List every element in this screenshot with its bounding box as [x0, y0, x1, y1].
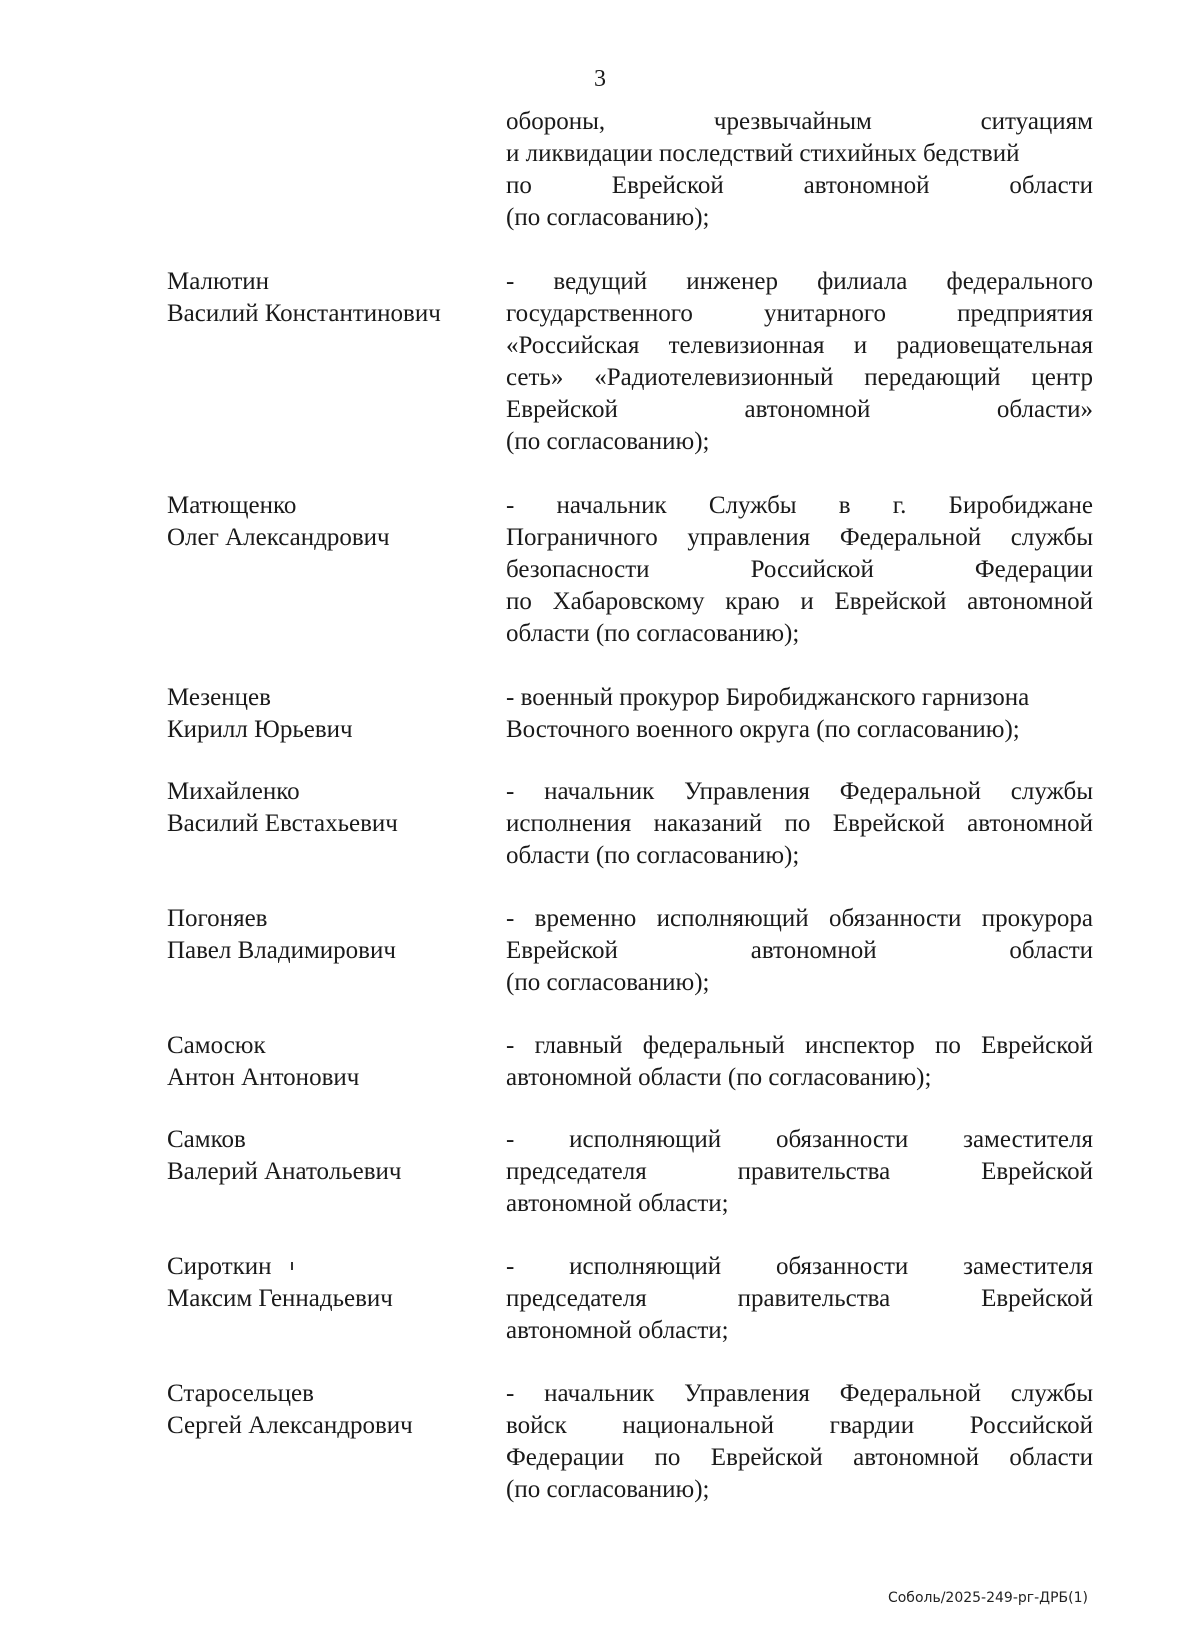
description-line: Еврейской автономной области [506, 937, 1093, 964]
member-given-names: Кирилл Юрьевич [167, 716, 353, 743]
description-line: войск национальной гвардии Российской [506, 1412, 1093, 1439]
description-line: по Хабаровскому краю и Еврейской автономной [506, 588, 1093, 615]
description-line: (по согласованию); [506, 204, 710, 231]
description-line: автономной области (по согласованию); [506, 1064, 932, 1091]
description-line: председателя правительства Еврейской [506, 1158, 1093, 1185]
description-line: - ведущий инженер филиала федерального [506, 268, 1093, 295]
description-line: - исполняющий обязанности заместителя [506, 1126, 1093, 1153]
description-line: - начальник Управления Федеральной службы [506, 1380, 1093, 1407]
member-given-names: Максим Геннадьевич [167, 1285, 393, 1312]
member-surname: Мезенцев [167, 684, 271, 711]
member-name [167, 682, 487, 746]
description-line: области (по согласованию); [506, 842, 800, 869]
description-line: (по согласованию); [506, 969, 710, 996]
member-surname: Погоняев [167, 905, 268, 932]
member-surname: Сироткин [167, 1253, 272, 1280]
member-surname: Матющенко [167, 492, 297, 519]
description-line: по Еврейской автономной области [506, 172, 1093, 199]
member-description [506, 490, 1093, 650]
description-line: - начальник Управления Федеральной службы [506, 778, 1093, 805]
member-surname: Самосюк [167, 1032, 266, 1059]
description-line: (по согласованию); [506, 1476, 710, 1503]
member-surname: Михайленко [167, 778, 300, 805]
description-line: - исполняющий обязанности заместителя [506, 1253, 1093, 1280]
member-given-names: Антон Антонович [167, 1064, 360, 1091]
description-line: председателя правительства Еврейской [506, 1285, 1093, 1312]
description-line: автономной области; [506, 1317, 729, 1344]
description-line: обороны, чрезвычайным ситуациям [506, 108, 1093, 135]
member-surname: Старосельцев [167, 1380, 314, 1407]
description-line: Федерации по Еврейской автономной области [506, 1444, 1093, 1471]
member-name [167, 776, 487, 840]
member-description [506, 903, 1093, 999]
member-surname: Малютин [167, 268, 270, 295]
member-description [506, 1030, 1093, 1094]
description-line: и ликвидации последствий стихийных бедствий [506, 140, 1020, 167]
description-line: - временно исполняющий обязанности прокурора [506, 905, 1093, 932]
member-description [506, 1251, 1093, 1347]
member-given-names: Василий Константинович [167, 300, 441, 327]
description-line: исполнения наказаний по Еврейской автономной [506, 810, 1093, 837]
member-name [167, 903, 487, 967]
page-number: 3 [594, 66, 606, 92]
member-name [167, 1251, 487, 1315]
description-line: - начальник Службы в г. Биробиджане [506, 492, 1093, 519]
intro-description [506, 106, 1093, 234]
member-description [506, 266, 1093, 458]
description-line: - военный прокурор Биробиджанского гарнизона [506, 684, 1030, 711]
member-name [167, 490, 487, 554]
member-name [167, 1124, 487, 1188]
description-line: Еврейской автономной области» [506, 396, 1093, 423]
description-line: Пограничного управления Федеральной службы [506, 524, 1093, 551]
description-line: «Российская телевизионная и радиовещательная [506, 332, 1093, 359]
member-description [506, 1378, 1093, 1506]
description-line: автономной области; [506, 1190, 729, 1217]
description-line: Восточного военного округа (по согласованию); [506, 716, 1020, 743]
member-name [167, 1030, 487, 1094]
description-line: (по согласованию); [506, 428, 710, 455]
member-description [506, 1124, 1093, 1220]
member-given-names: Василий Евстахьевич [167, 810, 398, 837]
description-line: сеть» «Радиотелевизионный передающий центр [506, 364, 1093, 391]
member-given-names: Валерий Анатольевич [167, 1158, 402, 1185]
member-name [167, 1378, 487, 1442]
description-line: государственного унитарного предприятия [506, 300, 1093, 327]
member-given-names: Олег Александрович [167, 524, 390, 551]
member-description [506, 682, 1093, 746]
member-name [167, 266, 487, 330]
member-given-names: Сергей Александрович [167, 1412, 413, 1439]
description-line: безопасности Российской Федерации [506, 556, 1093, 583]
description-line: области (по согласованию); [506, 620, 800, 647]
document-code: Соболь/2025-249-рг-ДРБ(1) [887, 1590, 1088, 1606]
member-description [506, 776, 1093, 872]
member-surname: Самков [167, 1126, 246, 1153]
description-line: - главный федеральный инспектор по Еврейской [506, 1032, 1093, 1059]
member-given-names: Павел Владимирович [167, 937, 396, 964]
